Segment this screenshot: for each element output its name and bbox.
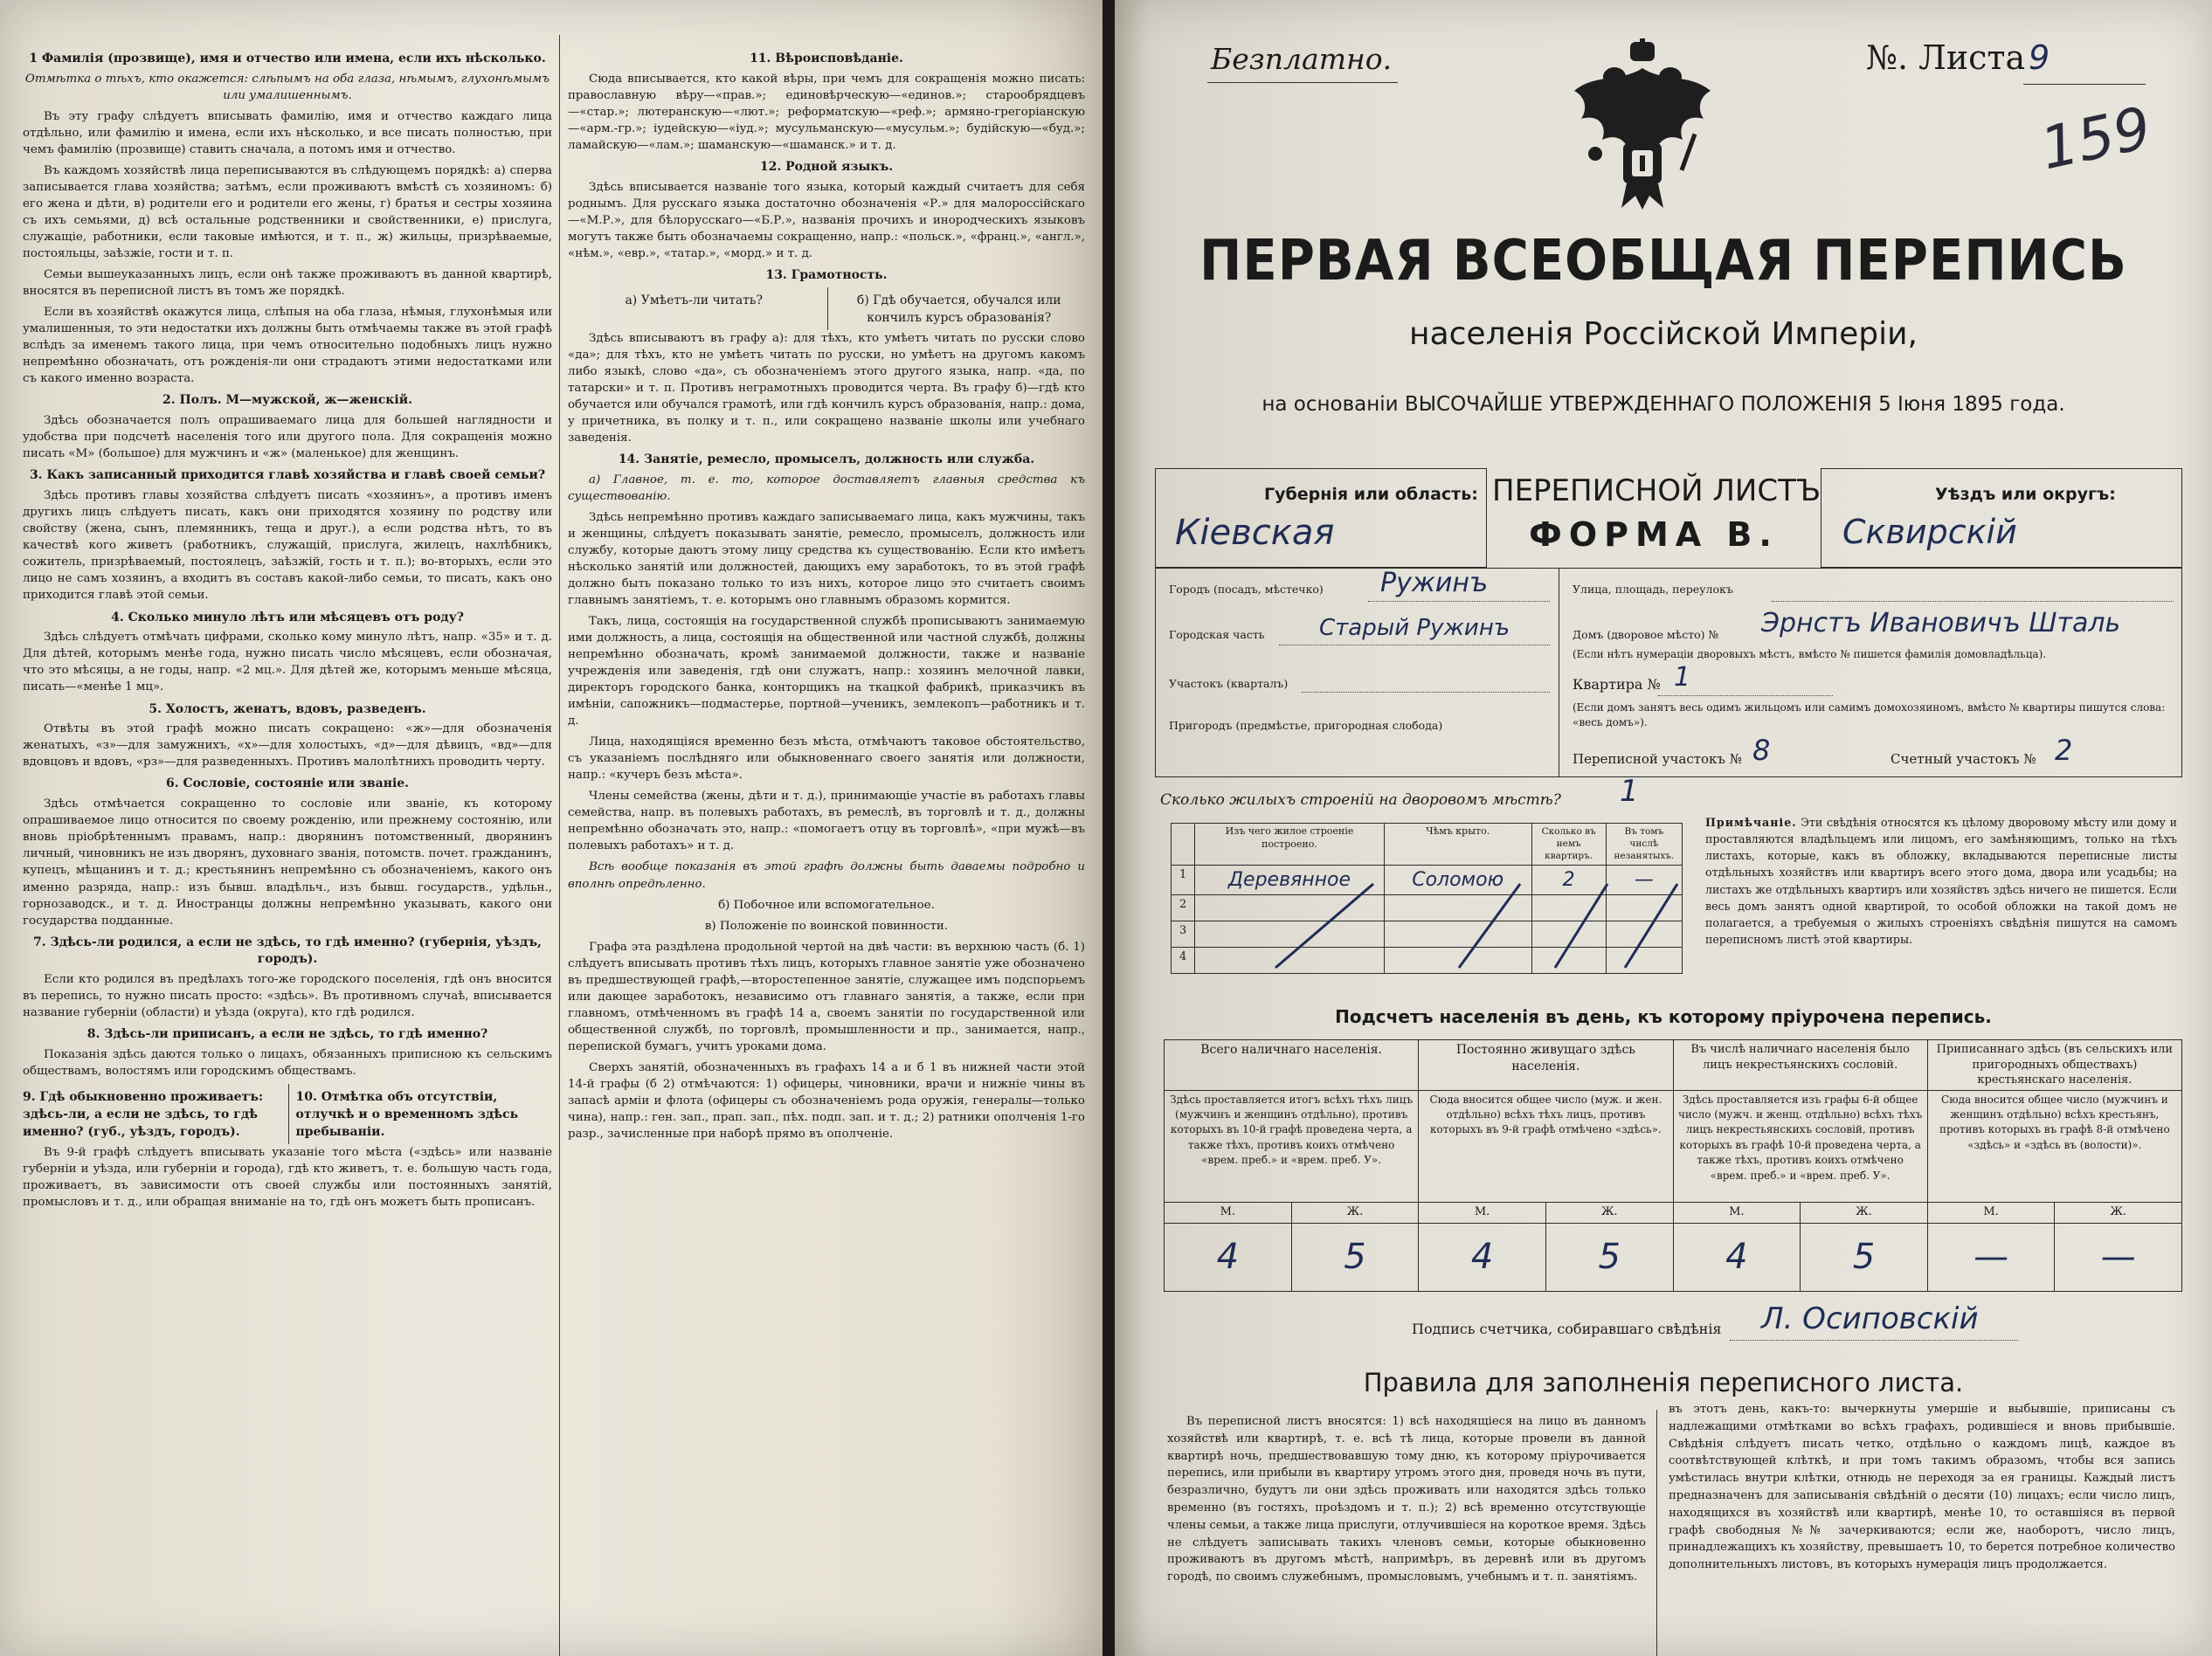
female-label: Ж. xyxy=(1291,1202,1419,1223)
empty-cell: — xyxy=(1606,865,1682,895)
roof-cell: Соломою xyxy=(1384,865,1531,895)
count-header: Приписаннаго здѣсь (въ сельскихъ или пригородныхъ обществахъ) крестьянскаго населенія. xyxy=(1927,1040,2181,1091)
stamp-number: 159 xyxy=(2035,93,2157,183)
count-header: Всего наличнаго населенія. xyxy=(1165,1040,1419,1091)
census-title: ПЕРВАЯ ВСЕОБЩАЯ ПЕРЕПИСЬ xyxy=(1199,229,2127,293)
street-label: Улица, площадь, переулокъ xyxy=(1573,583,1733,596)
apartment-value: 1 xyxy=(1674,662,1691,693)
paragraph: Графа эта раздѣлена продольной чертой на двѣ части: въ верхнюю часть (б. 1) слѣдуетъ вписывать противъ тѣхъ лицъ, которыхъ главное занятіе уже обозначено въ предшествующей графѣ,—второстепенное занятіе, служащее имъ подспорьемъ или дающее заработокъ, независимо отъ главнаго занятія, а также, если при главномъ, отмѣченномъ въ графѣ 14 а, своемъ занятіи по государственной или общественной службѣ, по торговлѣ, промышленности и пр., занимается, напр., перепиской бумагъ, учитъ уроками дома. xyxy=(568,940,1085,1053)
paragraph: Семьи вышеуказанныхъ лицъ, если онѣ также проживаютъ въ данной квартирѣ, вносятся въ переписной листъ въ томъ же порядкѣ. xyxy=(23,268,552,299)
subheading: а) Умѣетъ-ли читать? xyxy=(625,293,764,307)
free-label: Безплатно. xyxy=(1211,42,1393,76)
gubernia-label: Губернія или область: xyxy=(1264,485,1478,504)
column-divider xyxy=(559,35,560,1656)
city-part-label: Городская часть xyxy=(1169,628,1265,641)
row-number: 4 xyxy=(1172,948,1195,974)
district-label: Участокъ (кварталъ) xyxy=(1169,677,1289,690)
count-value: 5 xyxy=(1545,1223,1673,1291)
section-heading: 1 Фамилія (прозвище), имя и отчество или имена, если ихъ нѣсколько. xyxy=(29,52,546,66)
house-note: (Если нѣтъ нумераціи дворовыхъ мѣстъ, вмѣсто № пишется фамилія домовладѣльца). xyxy=(1573,648,2047,660)
section-heading: 5. Холостъ, женатъ, вдовъ, разведенъ. xyxy=(149,701,426,716)
uezd-value: Сквирскій xyxy=(1842,513,2017,551)
paragraph: Отвѣты въ этой графѣ можно писать сокращено: «ж»—для обозначенія женатыхъ, «з»—для замужнихъ, «х»—для холостыхъ, «д»—для дѣвицъ, «вд»—для вдовцовъ и вдовъ, «рз»—для разведенныхъ. Противъ малолѣтнихъ проводить черту. xyxy=(23,722,552,769)
fill-line xyxy=(1368,601,1550,602)
pen-stroke xyxy=(1459,884,1520,968)
paragraph: Здѣсь вписываютъ въ графу а): для тѣхъ, кто умѣетъ читать по русски слово «да»; для тѣхъ, кто не умѣетъ читать по русски, но умѣетъ на другомъ какомъ либо языкѣ, слово «да», съ обозначеніемъ этого другого языка, напр. «да, по татарски» и т. п. Противъ неграмотныхъ проводится черта. Въ графу б)—гдѣ кто обучается или обучался грамотѣ, или гдѣ кончилъ курсъ образованія, напр.: дома, у причетника, въ полку и т. п., или сокращено названіе школы или учебнаго заведенія. xyxy=(568,331,1085,445)
underline xyxy=(2023,84,2146,85)
instructions-column-1 xyxy=(23,45,552,1649)
remark-title: Примѣчаніе. xyxy=(1705,816,1797,829)
pen-stroke xyxy=(1275,884,1373,968)
left-page xyxy=(0,0,1103,1656)
uezd-box xyxy=(1821,468,2182,568)
row-number: 3 xyxy=(1172,921,1195,948)
rules-divider xyxy=(1656,1410,1657,1656)
paragraph: Члены семейства (жены, дѣти и т. д.), принимающіе участіе въ работахъ главы семейства, напр. въ полевыхъ работахъ, въ ремеслѣ, въ торговлѣ и т. д., должны непремѣнно обозначать это, напр.: «помогаетъ отцу въ торговлѣ», «при мужѣ—въ полевыхъ работахъ» и т. д. xyxy=(568,790,1085,853)
gubernia-value: Кіевская xyxy=(1175,513,1335,553)
signature-value: Л. Осиповскій xyxy=(1761,1301,1979,1336)
city-value: Ружинъ xyxy=(1380,568,1489,598)
section-heading: 3. Какъ записанный приходится главѣ хозяйства и главѣ своей семьи? xyxy=(29,468,546,483)
fill-line xyxy=(1302,692,1550,693)
subheading: б) Гдѣ обучается, обучался или кончилъ курсъ образованія? xyxy=(856,293,1061,325)
paragraph: Здѣсь противъ главы хозяйства слѣдуетъ писать «хозяинъ», а противъ именъ другихъ лицъ слѣдуетъ писать, какъ они приходятся хозяину по родству или свойству (жена, сынъ, племянникъ, теща и друг.), а если родства нѣтъ, то въ качествѣ кого живетъ (работникъ, служащій, прислуга, жилецъ, нахлѣбникъ, сожитель, призрѣваемый, постоялецъ, заѣзжій, гость и т. п.); во-вторыхъ, если это лицо не самъ хозяинъ, а входитъ въ составъ какой-либо семьи, то писать, какъ оно приходится главѣ этой семьи. xyxy=(23,489,552,603)
section-heading: 8. Здѣсь-ли приписанъ, а если не здѣсь, то гдѣ именно? xyxy=(86,1027,488,1042)
suburb-label: Пригородъ (предмѣстье, пригородная слобода) xyxy=(1169,719,1443,732)
count-description: Здѣсь проставляется итогъ всѣхъ тѣхъ лицъ (мужчинъ и женщинъ отдѣльно), противъ которыхъ въ 10-й графѣ проведена черта, а также тѣхъ, противъ коихъ отмѣчено «врем. преб.» и «врем. преб. У». xyxy=(1165,1090,1419,1202)
count-header: Въ числѣ наличнаго населенія было лицъ некрестьянскихъ сословій. xyxy=(1673,1040,1927,1091)
section-heading: 4. Сколько минуло лѣтъ или мѣсяцевъ отъ роду? xyxy=(111,610,464,624)
female-label: Ж. xyxy=(1801,1202,1928,1223)
row-number: 1 xyxy=(1172,865,1195,895)
heading-9-block xyxy=(23,1084,280,1144)
paragraph: Здѣсь непремѣнно противъ каждаго записываемаго лица, какъ мужчины, такъ и женщины, слѣдуетъ показывать занятіе, ремесло, промыселъ, должность или службу, которые даютъ этому лицу средства къ существованію. Если кто имѣетъ нѣсколько занятій или должностей, дающихъ ему заработокъ, то въ этой графѣ должно быть показано только то изъ нихъ, которое лицо это считаетъ своимъ главнымъ занятіемъ, т. е. которымъ оно главнымъ образомъ кормится. xyxy=(568,510,1085,607)
pen-stroke xyxy=(1625,884,1677,968)
count-value: 4 xyxy=(1673,1223,1801,1291)
section-heading: 12. Родной языкъ. xyxy=(759,160,894,175)
apartments-cell: 2 xyxy=(1531,865,1606,895)
city-part-value: Старый Ружинъ xyxy=(1319,615,1510,641)
male-label: М. xyxy=(1927,1202,2055,1223)
literacy-b xyxy=(827,287,1086,330)
apartment-note: (Если домъ занятъ весь одимъ жильцомъ или самимъ домохозяиномъ, вмѣсто № квартиры пишутся слова: «весь домъ»). xyxy=(1573,701,2166,728)
pen-stroke xyxy=(1555,884,1607,968)
buildings-header: Чѣмъ крыто. xyxy=(1384,824,1531,866)
count-description: Сюда вносится общее число (муж. и жен. отдѣльно) всѣхъ тѣхъ лицъ, противъ которыхъ въ 9-й графѣ отмѣчено «здѣсь». xyxy=(1419,1090,1673,1202)
count-value: 5 xyxy=(1801,1223,1928,1291)
paragraph: Въ эту графу слѣдуетъ вписывать фамилію, имя и отчество каждаго лица отдѣльно, или фамилію и имена, если ихъ нѣсколько, и все писать полностью, при чемъ фамилію (прозвище) ставить сначала, а потомъ имя и отчество. xyxy=(23,109,552,156)
section-heading: 6. Сословіе, состояніе или званіе. xyxy=(165,776,410,791)
emblem xyxy=(1569,38,1716,210)
underline xyxy=(1207,82,1398,83)
count-value: — xyxy=(1927,1223,2055,1291)
paragraph: Показанія здѣсь даются только о лицахъ, обязанныхъ приписною къ сельскимъ обществамъ, волостямъ или городскимъ обществамъ. xyxy=(23,1048,552,1079)
male-label: М. xyxy=(1419,1202,1546,1223)
remark-text: Эти свѣдѣнія относятся къ цѣлому дворовому мѣсту или дому и проставляются владѣльцемъ или лицомъ, его замѣняющимъ, только на тѣхъ листахъ, которые, какъ въ обложку, вкладываются переписные листы отдѣльныхъ хозяйствъ или квартиръ всего этого дома, двора или усадьбы; на листахъ же отдѣльныхъ квартиръ или хозяйствъ здѣсь ничего не пишется. Если весь домъ занятъ одной квартирой, то особой обложки на такой домъ не полагается, а требуемыя о жилыхъ строеніяхъ свѣдѣнія пишутся на самомъ переписномъ листѣ этой квартиры. xyxy=(1705,816,2177,946)
section-heading: 14. Занятіе, ремесло, промыселъ, должность или служба. xyxy=(618,452,1035,466)
city-label: Городъ (посадъ, мѣстечко) xyxy=(1169,583,1324,596)
pen-strokes xyxy=(1171,865,1683,978)
apartment-label: Квартира № xyxy=(1573,676,1661,693)
paragraph: Всѣ вообще показанія въ этой графѣ должны быть даваемы подробно и вполнѣ опредѣленно. xyxy=(568,860,1085,891)
paragraph: Здѣсь слѣдуетъ отмѣчать цифрами, сколько кому минуло лѣтъ, напр. «35» и т. д. Для дѣтей, которымъ менѣе года, нужно писать число мѣсяцевъ, если обозначая, что это мѣсяцы, а не годы, напр. «2 мц.». Для дѣтей же, которымъ меньше мѣсяца, писать—«менѣе 1 мц». xyxy=(23,631,552,694)
sheet-number-label: №. Листа xyxy=(1866,38,2026,77)
paragraph: Сюда вписывается, кто какой вѣры, при чемъ для сокращенія можно писать: православную вѣру—«прав.»; единовѣрческую—«единов.»; старообрядцевъ—«стар.»; лютеранскую—«лют.»; реформатскую—«реф.»; армяно-грегоріанскую—«арм.-гр.»; іудейскую—«іуд.»; мусульманскую—«мусульм.»; будійскую—«буд.»; ламайскую—«лам.»; шаманскую—«шаманск.» и т. д. xyxy=(568,72,1085,152)
section-note: Отмѣтка о тѣхъ, кто окажется: слѣпымъ на оба глаза, нѣмымъ, глухонѣмымъ или умалишеннымъ. xyxy=(24,72,550,102)
count-description: Здѣсь проставляется изъ графы 6-й общее число (мужч. и женщ. отдѣльно) всѣхъ тѣхъ лицъ некрестьянскихъ сословій, противъ которыхъ въ графѣ 10-й проведена черта, а также тѣхъ, противъ коихъ отмѣчено «врем. преб.» и «врем. преб. У». xyxy=(1673,1090,1927,1202)
female-label: Ж. xyxy=(1545,1202,1673,1223)
paragraph: Здѣсь обозначается полъ опрашиваемаго лица для большей наглядности и удобства при подсчетѣ населенія того или другого пола. Для сокращенія можно писать «М» (большое) для мужчинъ и «ж» (маленькое) для женщинъ. xyxy=(23,414,552,461)
count-area-value: 2 xyxy=(2055,734,2073,767)
buildings-header: Сколько въ немъ квартиръ. xyxy=(1531,824,1606,866)
paragraph: Такъ, лица, состоящія на государственной службѣ прописываютъ занимаемую ими должность, а лица, состоящія на общественной или частной службѣ, должны непремѣнно обозначать, кромѣ занимаемой должности, также и названіе учрежденія или заведенія, гдѣ они служатъ, напр.: хозяинъ мелочной лавки, директоръ городского банка, конторщикъ на ткацкой фабрикѣ, приказчикъ въ имѣніи, сапожникъ—подмастерье, портной—ученикъ, землекопъ—работникъ и т. д. xyxy=(568,615,1085,728)
right-page xyxy=(1115,0,2212,1656)
rules-column-1: Въ переписной листъ вносятся: 1) всѣ находящіеся на лицо въ данномъ хозяйствѣ или квартирѣ, т. е. всѣ тѣ лица, которые провели въ данной квартирѣ ночь, предшествовавшую тому дню, къ которому пріурочивается перепись, или прибыли въ квартиру утромъ этого дня, проведя ночь въ пути, безразлично, будутъ ли они здѣсь проживать или находятся здѣсь только временно (въ гостяхъ, проѣздомъ и т. п.); 2) всѣ временно отсутствующіе члены семьи, а также лица прислуги, отлучившіеся на короткое время. Здѣсь не слѣдуетъ записывать такихъ членовъ семьи, которые обыкновенно проживаютъ въ другомъ мѣстѣ, напримѣръ, въ деревнѣ или въ другомъ городѣ, по своимъ служебнымъ, промысловымъ, учебнымъ и т. п. занятіямъ. xyxy=(1167,1415,1646,1584)
address-box xyxy=(1155,568,2182,777)
double-headed-eagle-icon xyxy=(1569,38,1716,210)
rules-title: Правила для заполненія переписного листа. xyxy=(1363,1368,1964,1397)
buildings-value: 1 xyxy=(1620,774,1639,809)
uezd-label: Уѣздъ или округъ: xyxy=(1935,485,2116,504)
count-value: 4 xyxy=(1419,1223,1546,1291)
buildings-header: Изъ чего жилое строеніе построено. xyxy=(1195,824,1385,866)
male-label: М. xyxy=(1165,1202,1292,1223)
count-header: Постоянно живущаго здѣсь населенія. xyxy=(1419,1040,1673,1091)
paragraph: Въ 9-й графѣ слѣдуетъ вписывать указаніе того мѣста («здѣсь» или названіе губерніи и уѣзда, или губерніи и города), гдѣ кто живетъ, т. е. большую часть года, проживаетъ, въ зависимости отъ своей службы или постоянныхъ занятій, промысловъ и т. д., или обращая вниманіе на то, гдѣ онъ можетъ быть прописанъ. xyxy=(23,1146,552,1210)
remark-block xyxy=(1705,814,2177,948)
section-heading: 11. Вѣроисповѣданіе. xyxy=(750,52,903,66)
count-area-label: Счетный участокъ № xyxy=(1891,751,2036,767)
house-label: Домъ (дворовое мѣсто) № xyxy=(1573,628,1719,641)
buildings-label: Сколько жилыхъ строеній на дворовомъ мѣстѣ? xyxy=(1160,791,1561,809)
instructions-column-2 xyxy=(568,45,1085,1649)
paragraph: Если въ хозяйствѣ окажутся лица, слѣпыя на оба глаза, нѣмыя, глухонѣмыя или умалишенныя, то эти недостатки ихъ должны быть отмѣчаемы также въ этой графѣ вслѣдъ за именемъ такого лица, при чемъ относительно подобныхъ лицъ нужно непремѣнно обозначать, отъ рожденія-ли они страдаютъ этими недостатками или съ какого именно возраста. xyxy=(23,306,552,386)
sheet-number-value: 9 xyxy=(2029,38,2050,77)
count-value: 4 xyxy=(1165,1223,1292,1291)
male-label: М. xyxy=(1673,1202,1801,1223)
paragraph: Въ каждомъ хозяйствѣ лица переписываются въ слѣдующемъ порядкѣ: а) сперва записывается глава хозяйства; затѣмъ, если проживаютъ вмѣстѣ съ хозяиномъ: б) его жена и дѣти, в) родители его и родители его жены, г) братья и сестры хозяина съ ихъ семьями, д) всѣ остальные родственники и свойственники, е) прислуга, служащіе, работники, если таковые имѣются, и т. п., ж) жильцы, призрѣваемые, постояльцы, заѣзжіе, гости и т. п. xyxy=(23,164,552,261)
paragraph: Если кто родился въ предѣлахъ того-же городского поселенія, гдѣ онъ вносится въ перепись, то нужно писать просто: «здѣсь». Въ противномъ случаѣ, вписывается название губерніи (области) и уѣзда (округа), кто гдѣ родился. xyxy=(23,973,552,1020)
gubernia-box xyxy=(1155,468,1487,568)
fill-line xyxy=(1772,601,2174,602)
count-title: Подсчетъ населенія въ день, къ которому пріурочена перепись. xyxy=(1335,1006,1992,1027)
section-heading: 9. Гдѣ обыкновенно проживаетъ: здѣсь-ли, а если не здѣсь, то гдѣ именно? (губ., уѣздъ, городъ). xyxy=(23,1090,264,1140)
buildings-header: Въ томъ числѣ незанятыхъ. xyxy=(1606,824,1682,866)
signature-label: Подпись счетчика, собиравшаго свѣдѣнія xyxy=(1412,1321,1722,1337)
paragraph: Здѣсь отмѣчается сокращенно то сословіе или званіе, къ которому опрашиваемое лицо относится по своему рожденію, или прежнему состоянію, или вновь пріобрѣтеннымъ правамъ, напр.: дворянинъ потомственный, дворянинъ личный, чиновникъ не изъ дворянъ, духовнаго званія, потомств. почет. гражданинъ, купецъ, мѣщанинъ и т. д.; крестьянинъ непремѣнно съ обозначеніемъ, какого онъ именно разряда, напр.: изъ бывш. владѣльч., изъ бывш. государств., удѣльн., горнозаводск., и т. д. Иностранцы должны непремѣнно указывать, какого они государства подданные. xyxy=(23,797,552,928)
count-value: — xyxy=(2055,1223,2182,1291)
census-area-value: 8 xyxy=(1752,734,1771,767)
subheading: а) Главное, т. е. то, которое доставляетъ главныя средства къ существованію. xyxy=(568,473,1085,503)
form-name: ПЕРЕПИСНОЙ ЛИСТЪ xyxy=(1492,473,1821,508)
census-subtitle: населенія Россійской Имперіи, xyxy=(1409,316,1918,352)
rules-column-2: въ этотъ день, какъ-то: вычеркнуты умершіе и выбывшіе, приписаны съ надлежащими отмѣтками во всѣхъ графахъ, родившіеся и вновь прибывшіе. Свѣдѣнія слѣдуетъ писать четко, отдѣльно о каждомъ лицѣ, каждое въ соотвѣтствующей клѣткѣ, и при томъ такимъ образомъ, чтобы вся запись умѣстилась внутри клѣтки, отнюдь не переходя за ея границы. Каждый листъ предназначенъ для записыванія свѣдѣній о десяти (10) лицахъ; если число лицъ, находящихся въ хозяйствѣ или квартирѣ, менѣе 10, то оставшіяся въ первой графѣ свободныя №№ зачеркиваются; если же, наоборотъ, число лицъ, принадлежащихъ къ хозяйству, превышаетъ 10, то берется потребное количество дополнительныхъ листовъ, въ которыхъ нумерація лицъ продолжается. xyxy=(1669,1403,2175,1572)
census-basis: на основаніи ВЫСОЧАЙШЕ УТВЕРЖДЕННАГО ПОЛОЖЕНІЯ 5 Іюня 1895 года. xyxy=(1262,393,2065,416)
section-heading: 13. Грамотность. xyxy=(765,268,888,283)
fill-line xyxy=(1730,1340,2018,1341)
population-count-table xyxy=(1164,1039,2182,1292)
literacy-a xyxy=(568,287,820,330)
count-description: Сюда вносится общее число (мужчинъ и женщинъ отдѣльно) всѣхъ крестьянъ, противъ которыхъ въ графѣ 8-й отмѣчено «здѣсь» и «здѣсь въ (волости)». xyxy=(1927,1090,2181,1202)
section-heading: 2. Полъ. М—мужской, ж—женскій. xyxy=(162,393,412,408)
subheading: в) Положеніе по воинской повинности. xyxy=(704,919,949,933)
paragraph: Лица, находящіяся временно безъ мѣста, отмѣчаютъ таковое обстоятельство, съ указаніемъ послѣдняго или обыкновеннаго своего занятія или должности, напр.: «кучеръ безъ мѣста». xyxy=(568,735,1085,783)
paragraph: Здѣсь вписывается названіе того языка, который каждый считаетъ для себя роднымъ. Для русскаго языка достаточно обозначенія «Р.» для малороссійскаго—«М.Р.», для бѣлорусскаго—«Б.Р.», названія прочихъ и инородческихъ языковъ могутъ также быть обозначаемы сокращенно, напр.: «польск.», «франц.», «англ.», «нѣм.», «евр.», «татар.», «морд.» и т. д. xyxy=(568,180,1085,261)
house-value: Эрнстъ Ивановичъ Шталь xyxy=(1761,608,2121,638)
row-number: 2 xyxy=(1172,895,1195,921)
count-value: 5 xyxy=(1291,1223,1419,1291)
female-label: Ж. xyxy=(2055,1202,2182,1223)
form-type: ФОРМА В. xyxy=(1529,515,1779,554)
fill-line xyxy=(1658,695,1833,696)
subheading: б) Побочное или вспомогательное. xyxy=(718,898,935,912)
section-heading: 10. Отмѣтка объ отсутствіи, отлучкѣ и о временномъ здѣсь пребываніи. xyxy=(295,1090,519,1140)
census-area-label: Переписной участокъ № xyxy=(1573,751,1742,767)
material-cell: Деревянное xyxy=(1195,865,1385,895)
paragraph: Сверхъ занятій, обозначенныхъ въ графахъ 14 а и б 1 въ нижней части этой 14-й графы (б 2) отмѣчаются: 1) офицеры, чиновники, врачи и нижніе чины въ запасѣ арміи и флота (офицеры съ обозначеніемъ рода оружія, генералы—только чина), напр.: ген. зап., прап. зап., пѣх. подп. зап. и т. д.; 2) ратники ополченія 1-го разр., зачисленные при наборѣ прямо въ ополченіе. xyxy=(568,1060,1085,1141)
heading-10-block xyxy=(288,1084,553,1144)
section-heading: 7. Здѣсь-ли родился, а если не здѣсь, то гдѣ именно? (губернія, уѣздъ, городъ). xyxy=(33,935,542,967)
